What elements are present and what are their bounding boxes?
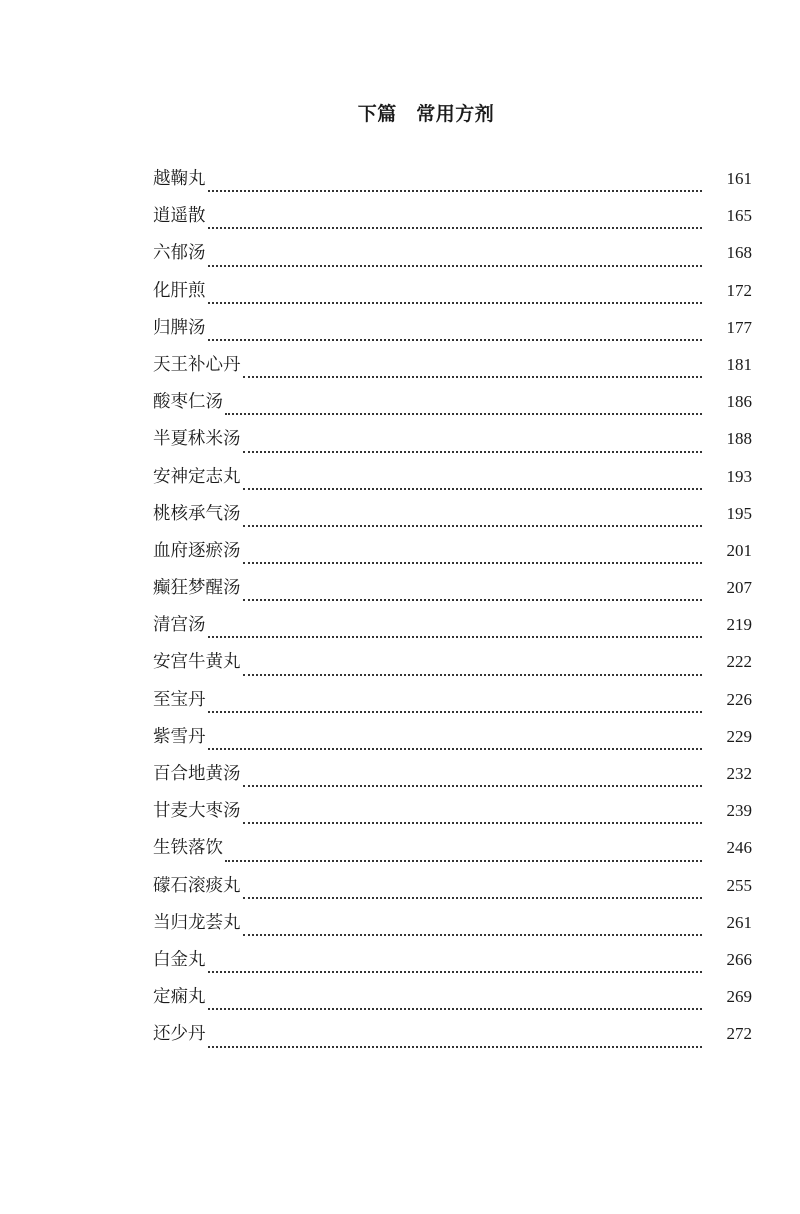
toc-entry-title: 至宝丹 — [153, 689, 206, 710]
toc-entry-page-number: 255 — [726, 875, 752, 895]
toc-entry-title: 紫雪丹 — [153, 726, 206, 747]
toc-entry-title: 天王补心丹 — [153, 354, 241, 375]
toc-entry-page-number: 207 — [726, 578, 752, 598]
toc-entry[interactable] — [153, 646, 752, 683]
toc-entry-page-number: 172 — [726, 280, 752, 300]
toc-entry[interactable] — [153, 870, 752, 907]
dot-leader — [208, 190, 703, 192]
dot-leader — [243, 525, 703, 527]
toc-entry-title: 桃核承气汤 — [153, 503, 241, 524]
toc-entry-page-number: 232 — [726, 764, 752, 783]
toc-entry-page-number: 181 — [726, 354, 752, 374]
toc-entry-title: 当归龙荟丸 — [153, 912, 241, 933]
dot-leader — [243, 822, 703, 824]
toc-entry[interactable] — [153, 423, 752, 460]
toc-entry-page-number: 219 — [726, 615, 752, 635]
toc-entry[interactable] — [153, 312, 752, 349]
dot-leader — [208, 711, 703, 713]
toc-entry-title: 半夏秫米汤 — [153, 429, 241, 450]
dot-leader — [208, 636, 703, 638]
dot-leader — [243, 376, 703, 378]
toc-entry-title: 生铁落饮 — [153, 838, 223, 859]
toc-entry-title: 安宫牛黄丸 — [153, 652, 241, 673]
toc-entry-title: 癫狂梦醒汤 — [153, 578, 241, 599]
toc-entry-page-number: 188 — [726, 429, 752, 449]
toc-entry-title: 逍遥散 — [153, 206, 206, 227]
toc-entry[interactable] — [153, 163, 752, 200]
dot-leader — [208, 227, 703, 229]
toc-entry-title: 归脾汤 — [153, 317, 206, 338]
toc-entry-page-number: 226 — [726, 689, 752, 709]
toc-entry[interactable] — [153, 275, 752, 312]
dot-leader — [243, 785, 703, 787]
toc-entry[interactable] — [153, 349, 752, 386]
toc-entry[interactable] — [153, 981, 752, 1018]
dot-leader — [243, 562, 703, 564]
toc-entry-page-number: 165 — [726, 206, 752, 226]
dot-leader — [208, 748, 703, 750]
toc-entry-page-number: 266 — [726, 949, 752, 969]
toc-entry[interactable] — [153, 684, 752, 721]
dot-leader — [208, 302, 703, 304]
toc-entry[interactable] — [153, 237, 752, 274]
toc-entry[interactable] — [153, 609, 752, 646]
dot-leader — [243, 897, 703, 899]
toc-entry-title: 血府逐瘀汤 — [153, 540, 241, 561]
toc-entry[interactable] — [153, 795, 752, 832]
toc-entry[interactable] — [153, 944, 752, 981]
dot-leader — [243, 451, 703, 453]
toc-entry-title: 安神定志丸 — [153, 466, 241, 487]
toc-entry[interactable] — [153, 758, 752, 795]
dot-leader — [243, 488, 703, 490]
toc-entry-page-number: 269 — [726, 987, 752, 1007]
toc-entry[interactable] — [153, 907, 752, 944]
toc-entry-page-number: 239 — [726, 801, 752, 821]
toc-entry[interactable] — [153, 535, 752, 572]
toc-entry-title: 六郁汤 — [153, 243, 206, 264]
dot-leader — [208, 339, 703, 341]
toc-entry[interactable] — [153, 1018, 752, 1055]
toc-entry-title: 还少丹 — [153, 1024, 206, 1045]
toc-entry-title: 白金丸 — [153, 949, 206, 970]
toc-entry-title: 百合地黄汤 — [153, 764, 241, 784]
toc-entry-title: 化肝煎 — [153, 280, 206, 301]
toc-entry-title: 清宫汤 — [153, 615, 206, 636]
toc-entry-page-number: 195 — [726, 503, 752, 523]
dot-leader — [243, 674, 703, 676]
toc-entry[interactable] — [153, 721, 752, 758]
toc-entry-page-number: 222 — [726, 652, 752, 672]
dot-leader — [208, 265, 703, 267]
toc-entry-title: 定痫丸 — [153, 987, 206, 1008]
dot-leader — [225, 413, 702, 415]
toc-entry-page-number: 161 — [726, 169, 752, 188]
toc-entry-title: 越鞠丸 — [153, 169, 206, 189]
dot-leader — [243, 599, 703, 601]
toc-entry-page-number: 177 — [726, 317, 752, 337]
dot-leader — [208, 971, 703, 973]
toc-entry-page-number: 229 — [726, 726, 752, 746]
toc-entry-page-number: 168 — [726, 243, 752, 263]
dot-leader — [208, 1008, 703, 1010]
dot-leader — [225, 860, 702, 862]
toc-entry-page-number: 246 — [726, 838, 752, 858]
toc-entry-page-number: 261 — [726, 912, 752, 932]
toc-entry-title: 酸枣仁汤 — [153, 392, 223, 413]
toc-entry[interactable] — [153, 572, 752, 609]
toc-entry-title: 甘麦大枣汤 — [153, 801, 241, 822]
toc-entry[interactable] — [153, 461, 752, 498]
toc-entry[interactable] — [153, 498, 752, 535]
toc-entry-page-number: 186 — [726, 392, 752, 412]
dot-leader — [208, 1046, 703, 1048]
toc-entry[interactable] — [153, 200, 752, 237]
table-of-contents — [153, 163, 752, 1056]
toc-entry-page-number: 201 — [726, 540, 752, 560]
toc-entry[interactable] — [153, 386, 752, 423]
toc-entry-page-number: 193 — [726, 466, 752, 486]
toc-entry-title: 礞石滚痰丸 — [153, 875, 241, 896]
dot-leader — [243, 934, 703, 936]
toc-entry-page-number: 272 — [726, 1024, 752, 1044]
section-heading: 下篇 常用方剂 — [357, 103, 495, 125]
toc-entry[interactable] — [153, 832, 752, 869]
